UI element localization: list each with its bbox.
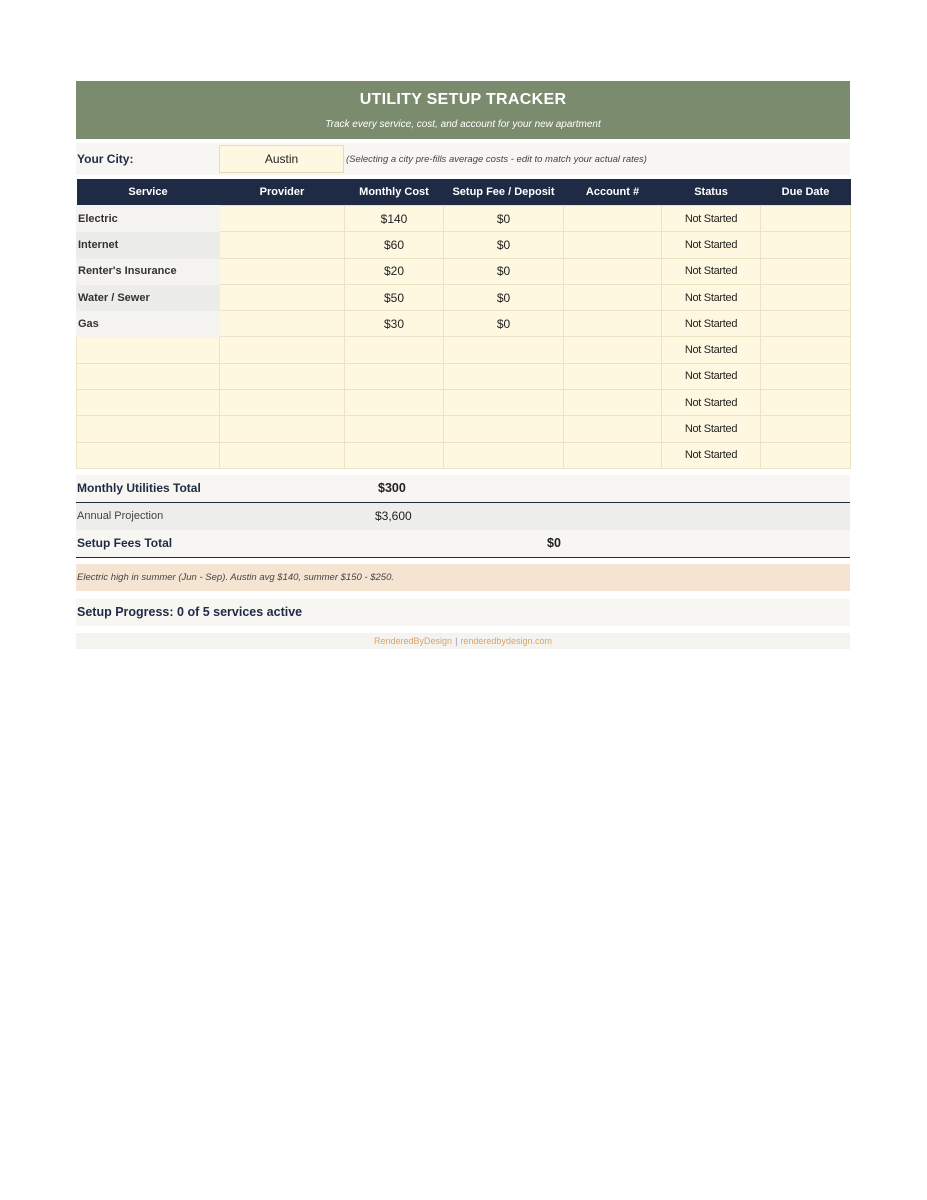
due-date-cell[interactable]	[761, 390, 851, 416]
account-cell[interactable]	[564, 311, 662, 337]
status-cell[interactable]: Not Started	[662, 284, 761, 310]
setup-progress-text: Setup Progress: 0 of 5 services active	[77, 605, 303, 620]
service-cell[interactable]	[77, 363, 220, 389]
service-cell: Gas	[77, 311, 220, 337]
city-note: (Selecting a city pre-fills average costs - edit to match your actual rates)	[346, 153, 647, 165]
setup-fee-cell[interactable]: $0	[444, 232, 564, 258]
service-cell[interactable]	[77, 416, 220, 442]
table-header-row	[77, 179, 851, 206]
service-cell: Internet	[77, 232, 220, 258]
column-header-service: Service	[77, 179, 220, 206]
status-cell[interactable]: Not Started	[662, 258, 761, 284]
seasonal-note	[76, 564, 850, 591]
footer	[76, 633, 850, 649]
account-cell[interactable]	[564, 232, 662, 258]
services-table	[76, 179, 851, 469]
account-cell[interactable]	[564, 390, 662, 416]
setup-fee-cell[interactable]: $0	[444, 206, 564, 232]
monthly-cost-cell[interactable]	[345, 363, 444, 389]
due-date-cell[interactable]	[761, 337, 851, 363]
setup-fee-cell[interactable]	[444, 363, 564, 389]
provider-cell[interactable]	[220, 232, 345, 258]
totals-section	[76, 475, 850, 558]
status-cell[interactable]: Not Started	[662, 442, 761, 468]
footer-brand: RenderedByDesign	[374, 635, 453, 646]
setup-fee-cell[interactable]	[444, 442, 564, 468]
monthly-cost-cell[interactable]	[345, 390, 444, 416]
table-row	[77, 337, 851, 363]
city-label: Your City:	[77, 152, 134, 166]
annual-projection-row	[76, 503, 850, 530]
setup-fee-cell[interactable]	[444, 416, 564, 442]
table-row	[77, 416, 851, 442]
due-date-cell[interactable]	[761, 206, 851, 232]
account-cell[interactable]	[564, 337, 662, 363]
monthly-cost-cell[interactable]: $30	[345, 311, 444, 337]
table-row	[77, 311, 851, 337]
due-date-cell[interactable]	[761, 416, 851, 442]
table-row	[77, 363, 851, 389]
status-cell[interactable]: Not Started	[662, 337, 761, 363]
monthly-cost-cell[interactable]: $20	[345, 258, 444, 284]
column-header-provider: Provider	[220, 179, 345, 206]
due-date-cell[interactable]	[761, 442, 851, 468]
setup-fee-cell[interactable]: $0	[444, 284, 564, 310]
account-cell[interactable]	[564, 363, 662, 389]
service-cell: Water / Sewer	[77, 284, 220, 310]
monthly-cost-cell[interactable]	[345, 416, 444, 442]
footer-separator: |	[455, 635, 458, 646]
column-header-monthly-cost: Monthly Cost	[345, 179, 444, 206]
setup-fee-cell[interactable]: $0	[444, 258, 564, 284]
provider-cell[interactable]	[220, 442, 345, 468]
table-row	[77, 284, 851, 310]
footer-url[interactable]: renderedbydesign.com	[460, 635, 552, 646]
provider-cell[interactable]	[220, 416, 345, 442]
setup-fees-total-row	[76, 530, 850, 558]
setup-fees-total-value: $0	[547, 536, 561, 551]
table-row	[77, 390, 851, 416]
provider-cell[interactable]	[220, 363, 345, 389]
due-date-cell[interactable]	[761, 311, 851, 337]
provider-cell[interactable]	[220, 337, 345, 363]
seasonal-note-text: Electric high in summer (Jun - Sep). Austin avg $140, summer $150 - $250.	[77, 571, 394, 583]
provider-cell[interactable]	[220, 390, 345, 416]
monthly-total-value: $300	[378, 481, 406, 496]
table-row	[77, 442, 851, 468]
status-cell[interactable]: Not Started	[662, 416, 761, 442]
monthly-cost-cell[interactable]: $140	[345, 206, 444, 232]
due-date-cell[interactable]	[761, 363, 851, 389]
account-cell[interactable]	[564, 442, 662, 468]
column-header-setup-fee: Setup Fee / Deposit	[444, 179, 564, 206]
service-cell: Renter's Insurance	[77, 258, 220, 284]
status-cell[interactable]: Not Started	[662, 206, 761, 232]
account-cell[interactable]	[564, 206, 662, 232]
service-cell[interactable]	[77, 390, 220, 416]
provider-cell[interactable]	[220, 206, 345, 232]
column-header-status: Status	[662, 179, 761, 206]
monthly-cost-cell[interactable]	[345, 442, 444, 468]
due-date-cell[interactable]	[761, 284, 851, 310]
page-title: UTILITY SETUP TRACKER	[359, 91, 567, 108]
account-cell[interactable]	[564, 258, 662, 284]
monthly-cost-cell[interactable]	[345, 337, 444, 363]
annual-projection-label: Annual Projection	[77, 510, 164, 523]
account-cell[interactable]	[564, 284, 662, 310]
column-header-account: Account #	[564, 179, 662, 206]
setup-fee-cell[interactable]	[444, 337, 564, 363]
service-cell[interactable]	[77, 442, 220, 468]
setup-fee-cell[interactable]	[444, 390, 564, 416]
status-cell[interactable]: Not Started	[662, 390, 761, 416]
tracker-sheet	[76, 81, 850, 649]
monthly-total-label: Monthly Utilities Total	[77, 481, 201, 496]
service-cell[interactable]	[77, 337, 220, 363]
column-header-due-date: Due Date	[761, 179, 851, 206]
due-date-cell[interactable]	[761, 258, 851, 284]
table-row	[77, 258, 851, 284]
service-cell: Electric	[77, 206, 220, 232]
table-row	[77, 232, 851, 258]
status-cell[interactable]: Not Started	[662, 363, 761, 389]
city-select[interactable]: Austin	[219, 145, 344, 173]
status-cell[interactable]: Not Started	[662, 232, 761, 258]
setup-fees-total-label: Setup Fees Total	[77, 536, 173, 551]
due-date-cell[interactable]	[761, 232, 851, 258]
monthly-total-row	[76, 475, 850, 503]
title-banner	[76, 81, 850, 139]
table-row	[77, 206, 851, 232]
page-subtitle: Track every service, cost, and account for your new apartment	[325, 119, 601, 130]
setup-fee-cell[interactable]: $0	[444, 311, 564, 337]
monthly-cost-cell[interactable]: $60	[345, 232, 444, 258]
setup-progress	[76, 599, 850, 626]
city-row	[76, 143, 850, 175]
provider-cell[interactable]	[220, 284, 345, 310]
provider-cell[interactable]	[220, 258, 345, 284]
provider-cell[interactable]	[220, 311, 345, 337]
status-cell[interactable]: Not Started	[662, 311, 761, 337]
account-cell[interactable]	[564, 416, 662, 442]
annual-projection-value: $3,600	[375, 509, 412, 524]
monthly-cost-cell[interactable]: $50	[345, 284, 444, 310]
